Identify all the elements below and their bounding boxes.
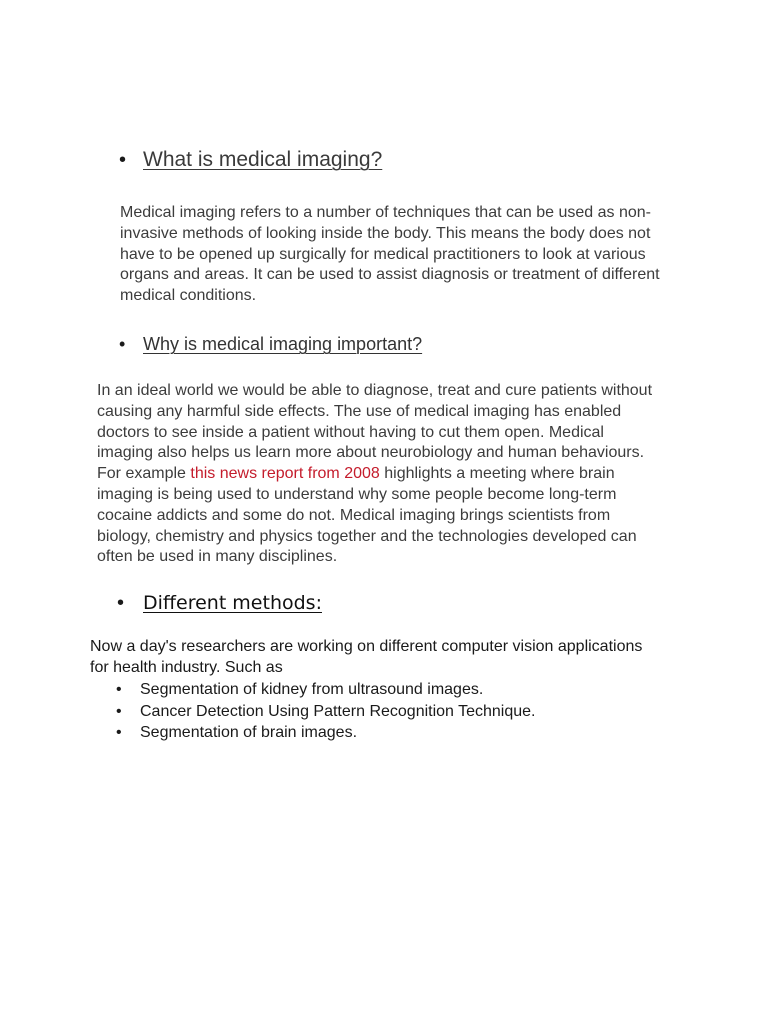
paragraph-text-after-link: highlights a meeting where brain imaging is being used to understand why some people become long-term cocaine addicts and some do not. Medical imaging brings scientists from biology, chemistry and physics together and the technologies developed can often be used in many disciplines. [97,465,637,566]
heading-text: What is medical imaging? [143,148,383,171]
section-heading-what-is-medical-imaging [119,148,382,172]
section-heading-different-methods [117,592,322,615]
heading-text: Why is medical imaging important? [143,334,423,354]
list-item-text: Segmentation of kidney from ultrasound images. [140,681,484,698]
methods-list [116,679,536,744]
list-item [116,701,536,723]
section-heading-why-important [119,334,422,355]
news-report-link[interactable]: this news report from 2008 [190,465,380,483]
paragraph-text-before-link: In an ideal world we would be able to diagnose, treat and cure patients without causing any harmful side effects. The use of medical imaging has enabled doctors to see inside a patient without having to cut them open. Medical imaging also helps us learn more about neurobiology and human behaviours. For example [97,382,653,483]
bullet-icon: • [119,334,126,354]
list-item-text: Segmentation of brain images. [140,724,358,741]
paragraph-methods-intro: Now a day's researchers are working on different computer vision applications for health industry. Such as [90,638,643,676]
bullet-icon: • [116,681,122,698]
paragraph-definition: Medical imaging refers to a number of techniques that can be used as non-invasive methods of looking inside the body. This means the body does not have to be opened up surgically for medical practitioners to look at various organs and areas. It can be used to assist diagnosis or treatment of different medical conditions. [120,204,660,305]
bullet-icon: • [116,724,122,741]
bullet-icon: • [119,149,127,171]
heading-text: Different methods: [143,592,322,614]
list-item-text: Cancer Detection Using Pattern Recognition Technique. [140,702,536,720]
list-item [116,722,536,744]
bullet-icon: • [116,702,122,720]
list-item [116,679,536,701]
bullet-icon: • [117,592,125,614]
paragraph-importance [97,381,657,568]
